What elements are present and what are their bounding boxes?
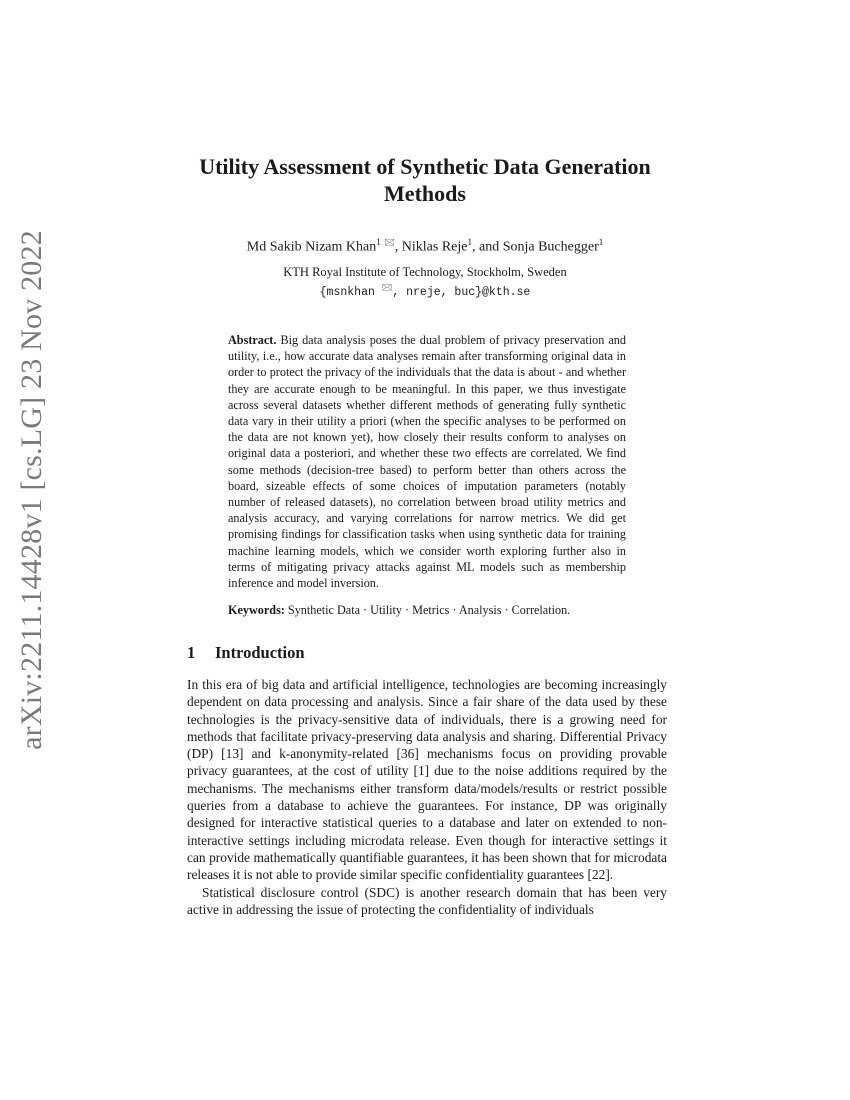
title-line-1: Utility Assessment of Synthetic Data Generation (199, 154, 651, 179)
author-1-name: Md Sakib Nizam Khan (246, 239, 377, 255)
abstract-text: Big data analysis poses the dual problem of privacy preservation and utility, i.e., how accurate data analyses remain after transforming original data in order to protect the privacy of the individuals that the data is about - and whether they are accurate enough to be meaningful. In this paper, we thus investigate across several datasets whether different methods of generating fully synthetic data vary in their utility a priori (when the specific analyses to be performed on the data are not known yet), how closely their results conform to analyses on original data a posteriori, and whether these two effects are correlated. We find some methods (decision-tree based) to perform better than others across the board, sizeable effects of some choices of imputation parameters (notably number of released datasets), no correlation between broad utility metrics and analysis accuracy, and varying correlations for narrow metrics. We did get promising findings for classification tasks when using synthetic data for training machine learning models, which we consider worth exploring further also in terms of mitigating privacy attacks against ML models such as membership inference and model inversion. (228, 333, 626, 591)
author-1-affiliation-mark: 1 (376, 237, 381, 247)
keywords-label: Keywords: (228, 603, 285, 617)
title-line-2: Methods (384, 181, 466, 206)
author-emails (0, 280, 850, 301)
section-title: Introduction (215, 643, 305, 662)
abstract-label: Abstract. (228, 333, 277, 347)
keywords-text: Synthetic Data · Utility · Metrics · Analysis · Correlation. (287, 603, 571, 617)
email-suffix: , nreje, buc}@kth.se (392, 285, 531, 299)
paragraph-2: Statistical disclosure control (SDC) is another research domain that has been very active in addressing the issue of protecting the confidentiality of individuals (187, 884, 667, 917)
section-heading-introduction (187, 643, 305, 663)
email-prefix: {msnkhan (319, 285, 382, 299)
introduction-body (187, 676, 667, 918)
author-list: Md Sakib Nizam Khan$^1$ 🖂, Niklas Reje$^1$, and Sonja Buchegger$^1$ (246, 237, 604, 255)
paragraph-1: In this era of big data and artificial intelligence, technologies are becoming increasingly dependent on data processing and analysis. Since a fair share of the data used by these technologies is the privacy-sensitive data of individuals, there is a growing need for methods that facilitate privacy-preserving data analysis and sharing. Differential Privacy (DP) [13] and k-anonymity-related [36] mechanisms focus on providing provable privacy guarantees, at the cost of utility [1] due to the noise additions required by the mechanisms. The mechanisms either transform data/models/results or restrict possible queries from a database to achieve the guarantees. For instance, DP was originally designed for interactive statistical queries to a database and later on extended to non-interactive settings including microdata release. Even though for interactive settings it can provide mathematically quantifiable guarantees, it has been shown that for microdata releases it is not able to provide similar specific confidentiality guarantees [22]. (187, 677, 667, 883)
author-3-affiliation-mark: 1 (598, 237, 604, 247)
author-2-name: Niklas Reje (401, 239, 468, 255)
affiliation: KTH Royal Institute of Technology, Stockholm, Sweden (283, 265, 567, 279)
paper-title (0, 153, 850, 207)
keywords (228, 602, 638, 618)
abstract (228, 332, 626, 591)
author-3-name: Sonja Buchegger (502, 239, 599, 255)
arxiv-identifier: arXiv:2211.14428v1 [cs.LG] 23 Nov 2022 (15, 230, 48, 750)
envelope-icon: 🖂 (384, 238, 395, 248)
section-number: 1 (187, 643, 196, 662)
envelope-icon-email: 🖂 (381, 283, 393, 293)
arxiv-sidebar (2, 230, 62, 750)
author-2-affiliation-mark: 1 (467, 237, 472, 247)
